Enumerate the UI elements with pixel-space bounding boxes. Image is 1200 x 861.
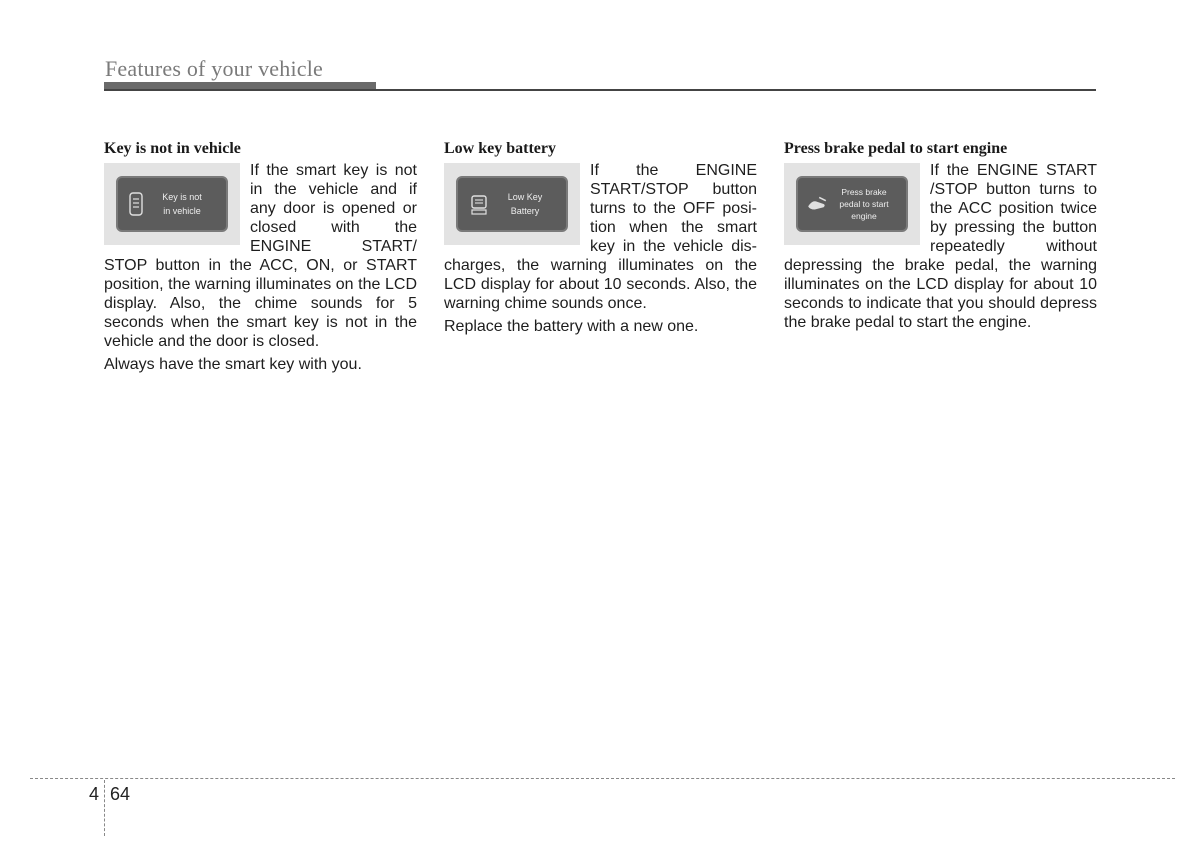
lcd-line: pedal to start [839,199,889,209]
lcd-line: in vehicle [163,206,201,216]
header-accent-bar [104,82,376,89]
lcd-message [828,186,906,222]
section-paragraph: If the ENGINE START/STOP button turns to the OFF posi-tion when the smart key in the vehicle dis-charges, the warning illuminates on the LCD display for about 10 seconds. Also, the warning chime sounds once. [444,162,757,312]
lcd-line: engine [851,211,877,221]
footer-vertical-divider [104,780,105,836]
section-title: Low key battery [444,140,556,157]
lcd-message [490,190,566,218]
section-title: Key is not in vehicle [104,140,241,157]
section-paragraph: If the smart key is not in the vehicle and if any door is opened or closed with the ENGINE START/ STOP button in the ACC, ON, or START position, the warning illuminates on the LCD display. Also, the chime sounds for 5 seconds when the smart key is not in the vehicle and the door is closed. [104,162,417,350]
lcd-line: Press brake [841,187,887,197]
lcd-warning-figure [444,163,580,245]
footer-divider [30,778,1175,779]
lcd-line: Battery [510,206,540,216]
smart-key-icon [128,192,144,216]
lcd-message [144,190,226,218]
lcd-display [116,176,228,232]
lcd-line: Low Key [507,192,543,202]
lcd-display [796,176,908,232]
lcd-display [456,176,568,232]
section-press-brake-pedal [784,139,1097,332]
lcd-warning-figure [784,163,920,245]
page-header-title: Features of your vehicle [105,56,324,81]
foot-pedal-icon [806,195,828,213]
header-rule [104,89,1096,91]
section-paragraph: If the ENGINE START /STOP button turns to the ACC position twice by pressing the button repeatedly without depressing the brake pedal, the warning illuminates on the LCD display for about 10 seconds to indicate that you should depress the brake pedal to start the engine. [784,162,1097,331]
section-paragraph: Replace the battery with a new one. [444,318,699,335]
section-key-not-in-vehicle [104,139,417,374]
lcd-warning-figure [104,163,240,245]
section-paragraph: Always have the smart key with you. [104,356,362,373]
section-title: Press brake pedal to start engine [784,140,1008,157]
key-battery-icon [468,192,490,216]
page-number: 64 [110,784,131,804]
section-low-key-battery [444,139,757,336]
chapter-number: 4 [89,784,100,804]
lcd-line: Key is not [162,192,202,202]
